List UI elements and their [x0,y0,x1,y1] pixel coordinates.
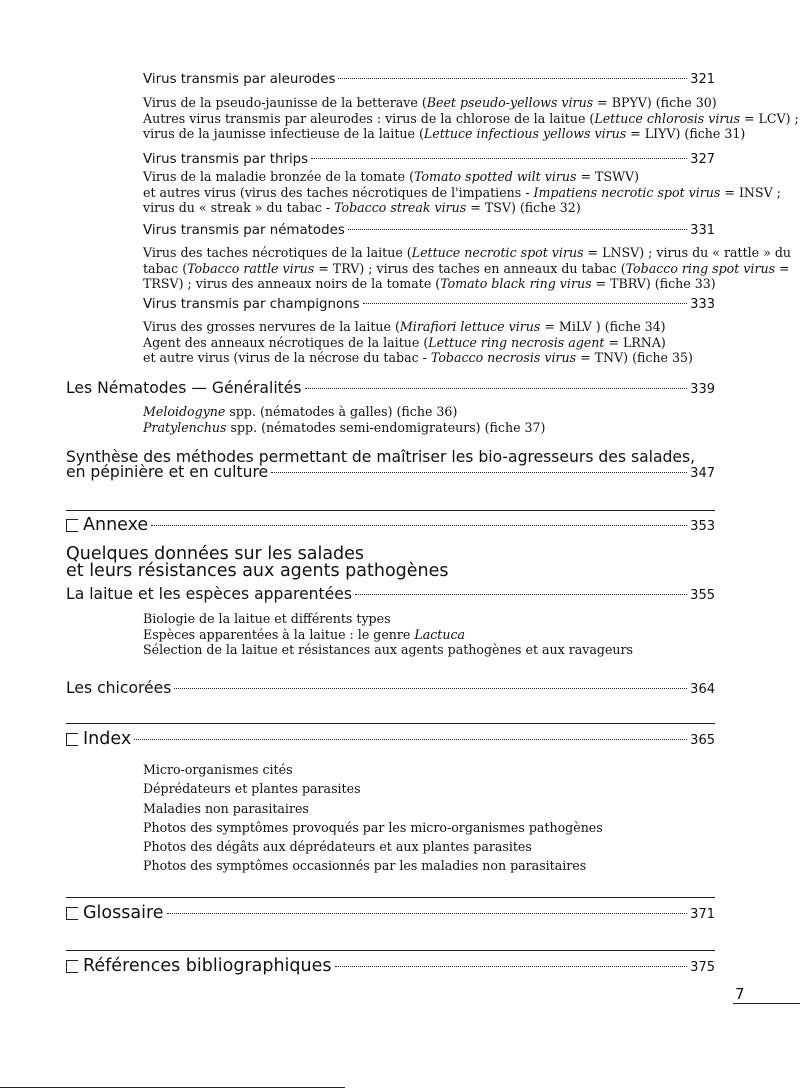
leader-dots [338,78,687,79]
leader-dots [311,158,687,159]
entry-page: 355 [690,588,715,603]
entry-title: Annexe [66,515,148,535]
section-divider [66,950,715,951]
entry-page: 364 [690,682,715,697]
leader-dots [348,229,687,230]
index-item: Photos des symptômes provoqués par les micro-organismes pathogènes [143,819,603,835]
leader-dots [167,913,688,914]
desc-line: Sélection de la laitue et résistances aux agents pathogènes et aux ravageurs [143,642,634,658]
toc-entry-index[interactable] [66,729,715,749]
index-item: Photos des symptômes occasionnés par les maladies non parasitaires [143,858,587,874]
entry-page: 353 [690,519,715,534]
toc-entry-annexe[interactable] [66,515,715,535]
entry-title: Glossaire [66,903,164,923]
footer-rule [0,1087,345,1088]
entry-page: 327 [690,152,715,167]
entry-title: Virus transmis par thrips [143,152,309,167]
desc-line: et autres virus (virus des taches nécrotiques de l'impatiens - Impatiens necrotic spot virus = INSV ; [143,184,781,200]
desc-line: tabac (Tobacco rattle virus = TRV) ; virus des taches en anneaux du tabac (Tobacco ring spot virus = [143,260,790,276]
leader-dots [134,739,687,740]
entry-page: 339 [690,382,715,397]
page-number-rule [733,1003,800,1004]
entry-title: Références bibliographiques [66,956,332,976]
index-item: Déprédateurs et plantes parasites [143,781,361,797]
index-item: Micro-organismes cités [143,762,293,777]
section-divider [66,723,715,724]
desc-line: Autres virus transmis par aleurodes : virus de la chlorose de la laitue (Lettuce chlorosis virus = LCV) ; [143,110,799,126]
desc-line: Agent des anneaux nécrotiques de la laitue (Lettuce ring necrosis agent = LRNA) [143,334,666,350]
leader-dots [335,966,688,967]
entry-page: 371 [690,907,715,922]
desc-line: virus du « streak » du tabac - Tobacco streak virus = TSV) (fiche 32) [143,200,581,216]
entry-page: 347 [690,466,715,481]
leader-dots [271,472,687,473]
toc-entry-thrips[interactable] [143,152,715,167]
quelques-title-2: et leurs résistances aux agents pathogènes [66,561,449,581]
section-divider [66,510,715,511]
section-divider [66,897,715,898]
desc-line: Virus des grosses nervures de la laitue (Mirafiori lettuce virus = MiLV ) (fiche 34) [143,319,666,334]
entry-title: Index [66,729,131,749]
synthese-title: Synthèse des méthodes permettant de maîtriser les bio-agresseurs des salades, [66,448,696,466]
desc-line: Pratylenchus spp. (nématodes semi-endomigrateurs) (fiche 37) [143,419,546,435]
desc-line: Espèces apparentées à la laitue : le genre Lactuca [143,626,466,642]
entry-title: Virus transmis par aleurodes [143,72,336,87]
toc-entry-synthese[interactable] [66,464,715,482]
entry-title: Les Nématodes — Généralités [66,379,302,397]
checkbox-icon [66,960,78,973]
desc-line: Virus des taches nécrotiques de la laitue (Lettuce necrotic spot virus = LNSV) ; virus du « rattle » du [143,245,792,260]
entry-title: Virus transmis par nématodes [143,223,345,238]
entry-desc [143,95,799,142]
entry-page: 321 [690,72,715,87]
quelques-title-1: Quelques données sur les salades [66,544,365,564]
checkbox-icon [66,907,78,920]
leader-dots [355,594,687,595]
leader-dots [174,688,687,689]
leader-dots [363,303,688,304]
index-item: Photos des dégâts aux déprédateurs et aux plantes parasites [143,839,532,855]
entry-page: 365 [690,733,715,748]
desc-line: Biologie de la laitue et différents types [143,611,391,626]
desc-line: Virus de la maladie bronzée de la tomate (Tomato spotted wilt virus = TSWV) [143,169,640,184]
entry-title: en pépinière et en culture [66,463,269,481]
desc-line: virus de la jaunisse infectieuse de la laitue (Lettuce infectious yellows virus = LIYV) (fiche 31) [143,126,746,142]
entry-page: 333 [690,297,715,312]
entry-page: 375 [690,960,715,975]
toc-entry-champignons[interactable] [143,297,715,312]
leader-dots [305,388,688,389]
entry-title: La laitue et les espèces apparentées [66,585,352,603]
toc-entry-aleurodes[interactable] [143,72,715,87]
entry-desc [143,245,791,292]
entry-title: Virus transmis par champignons [143,297,360,312]
index-item: Maladies non parasitaires [143,800,309,816]
desc-line: et autre virus (virus de la nécrose du tabac - Tobacco necrosis virus = TNV) (fiche 35) [143,350,693,366]
entry-desc [143,404,545,435]
toc-entry-references[interactable] [66,956,715,976]
desc-line: Meloidogyne spp. (nématodes à galles) (fiche 36) [143,404,458,419]
toc-entry-glossaire[interactable] [66,903,715,923]
toc-entry-chicorees[interactable] [66,679,715,697]
index-items [143,760,603,876]
checkbox-icon [66,519,78,532]
toc-entry-nematodes-generalites[interactable] [66,379,715,397]
toc-entry-laitue[interactable] [66,585,715,603]
toc-entry-nematodes[interactable] [143,223,715,238]
desc-line: Virus de la pseudo-jaunisse de la betterave (Beet pseudo-yellows virus = BPYV) (fiche 30) [143,95,717,110]
entry-title: Les chicorées [66,679,172,697]
entry-desc [143,169,781,216]
entry-page: 331 [690,223,715,238]
page-number: 7 [735,985,745,1003]
entry-desc [143,611,633,658]
leader-dots [151,525,687,526]
desc-line: TRSV) ; virus des anneaux noirs de la tomate (Tomato black ring virus = TBRV) (fiche 33) [143,276,716,292]
checkbox-icon [66,733,78,746]
entry-desc [143,319,693,366]
